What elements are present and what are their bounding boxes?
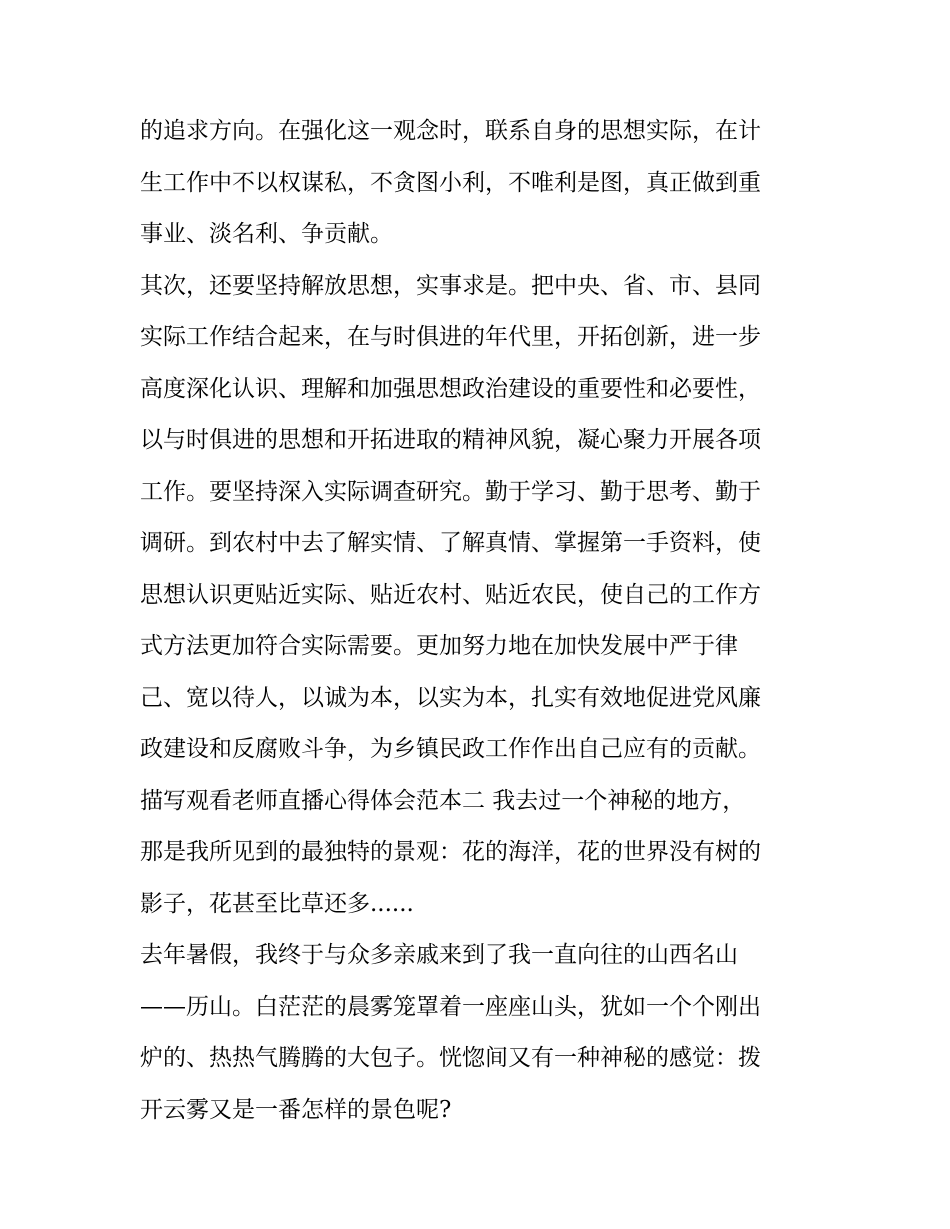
text-line: 生工作中不以权谋私，不贪图小利，不唯利是图，真正做到重 (140, 169, 761, 196)
text-line: 那是我所见到的最独特的景观：花的海洋，花的世界没有树的 (140, 839, 761, 865)
text-line: 调研。到农村中去了解实情、了解真情、掌握第一手资料，使 (140, 530, 761, 556)
text-line: 以与时俱进的思想和开拓进取的精神风貌，凝心聚力开展各项 (140, 427, 761, 453)
text-line: 炉的、热热气腾腾的大包子。恍惚间又有一种神秘的感觉：拨 (140, 1045, 761, 1071)
text-line: 开云雾又是一番怎样的景色呢? (140, 1096, 452, 1123)
text-line: 己、宽以待人，以诚为本，以实为本，扎实有效地促进党风廉 (140, 684, 761, 711)
text-line: ——历山。白茫茫的晨雾笼罩着一座座山头，犹如一个个刚出 (140, 993, 761, 1020)
text-line: 描写观看老师直播心得体会范本二 我去过一个神秘的地方， (140, 787, 746, 814)
text-line: 式方法更加符合实际需要。更加努力地在加快发展中严于律 (140, 633, 738, 659)
text-line: 的追求方向。在强化这一观念时，联系自身的思想实际，在计 (140, 118, 761, 144)
text-line: 影子，花甚至比草还多...... (140, 890, 414, 917)
text-line: 高度深化认识、理解和加强思想政治建设的重要性和必要性， (140, 375, 761, 402)
text-line: 思想认识更贴近实际、贴近农村、贴近农民，使自己的工作方 (140, 581, 761, 608)
text-line: 其次，还要坚持解放思想，实事求是。把中央、省、市、县同 (140, 272, 761, 299)
text-line: 工作。要坚持深入实际调查研究。勤于学习、勤于思考、勤于 (140, 478, 761, 505)
text-line: 政建设和反腐败斗争，为乡镇民政工作作出自己应有的贡献。 (140, 736, 761, 762)
text-line: 去年暑假，我终于与众多亲戚来到了我一直向往的山西名山 (140, 942, 738, 968)
text-line: 实际工作结合起来，在与时俱进的年代里，开拓创新，进一步 (140, 324, 761, 350)
document-body (140, 106, 830, 1136)
text-line: 事业、淡名利、争贡献。 (140, 221, 393, 247)
